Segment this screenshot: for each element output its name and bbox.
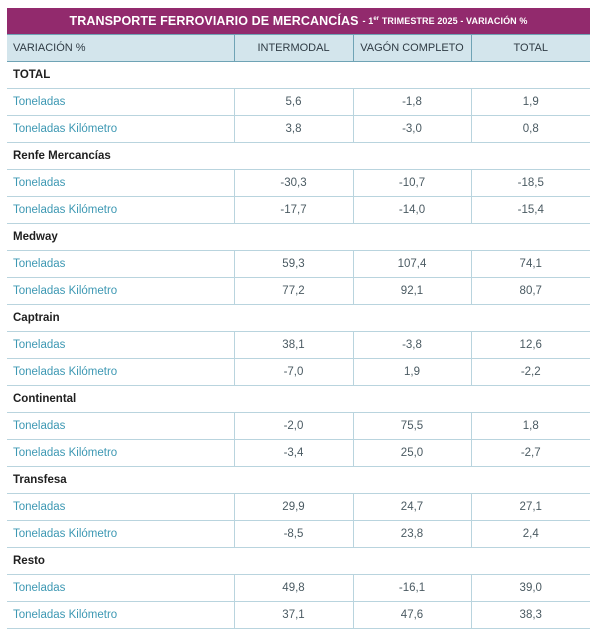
- row-label: Toneladas: [7, 413, 234, 440]
- cell-total: 38,3: [471, 602, 590, 629]
- group-name: TOTAL: [7, 62, 590, 89]
- table-row: [7, 494, 590, 521]
- group-name: Resto: [7, 548, 590, 575]
- cell-intermodal: -8,5: [234, 521, 353, 548]
- table-title: [7, 8, 590, 34]
- table-row: [7, 332, 590, 359]
- cell-vagon-completo: -10,7: [353, 170, 471, 197]
- cell-intermodal: 37,1: [234, 602, 353, 629]
- cell-total: 12,6: [471, 332, 590, 359]
- group-row: [7, 467, 590, 494]
- header-vagon-completo: VAGÓN COMPLETO: [353, 35, 471, 62]
- cell-total: 74,1: [471, 251, 590, 278]
- cell-vagon-completo: 25,0: [353, 440, 471, 467]
- cell-vagon-completo: 24,7: [353, 494, 471, 521]
- cell-intermodal: 3,8: [234, 116, 353, 143]
- cell-total: -18,5: [471, 170, 590, 197]
- cell-intermodal: -30,3: [234, 170, 353, 197]
- cell-vagon-completo: 1,9: [353, 359, 471, 386]
- table-row: [7, 521, 590, 548]
- cell-total: -2,2: [471, 359, 590, 386]
- group-row: [7, 62, 590, 89]
- row-label: Toneladas: [7, 332, 234, 359]
- cell-intermodal: 5,6: [234, 89, 353, 116]
- cell-intermodal: 77,2: [234, 278, 353, 305]
- group-row: [7, 386, 590, 413]
- header-row: [7, 35, 590, 62]
- table-body: [7, 62, 590, 629]
- header-variacion: VARIACIÓN %: [7, 35, 234, 62]
- group-name: Captrain: [7, 305, 590, 332]
- cell-total: 2,4: [471, 521, 590, 548]
- group-row: [7, 548, 590, 575]
- group-name: Transfesa: [7, 467, 590, 494]
- freight-table-container: [7, 8, 590, 629]
- row-label: Toneladas: [7, 89, 234, 116]
- row-label: Toneladas Kilómetro: [7, 359, 234, 386]
- row-label: Toneladas: [7, 170, 234, 197]
- cell-vagon-completo: -14,0: [353, 197, 471, 224]
- cell-total: 80,7: [471, 278, 590, 305]
- header-intermodal: INTERMODAL: [234, 35, 353, 62]
- cell-total: 0,8: [471, 116, 590, 143]
- cell-vagon-completo: -16,1: [353, 575, 471, 602]
- cell-vagon-completo: -3,0: [353, 116, 471, 143]
- cell-vagon-completo: -3,8: [353, 332, 471, 359]
- row-label: Toneladas Kilómetro: [7, 440, 234, 467]
- cell-intermodal: 38,1: [234, 332, 353, 359]
- row-label: Toneladas Kilómetro: [7, 278, 234, 305]
- cell-total: 1,8: [471, 413, 590, 440]
- cell-intermodal: 29,9: [234, 494, 353, 521]
- table-row: [7, 251, 590, 278]
- table-row: [7, 278, 590, 305]
- cell-intermodal: 49,8: [234, 575, 353, 602]
- cell-intermodal: -17,7: [234, 197, 353, 224]
- row-label: Toneladas Kilómetro: [7, 602, 234, 629]
- group-row: [7, 143, 590, 170]
- table-row: [7, 575, 590, 602]
- row-label: Toneladas Kilómetro: [7, 521, 234, 548]
- group-row: [7, 224, 590, 251]
- table-row: [7, 116, 590, 143]
- row-label: Toneladas Kilómetro: [7, 197, 234, 224]
- group-name: Renfe Mercancías: [7, 143, 590, 170]
- cell-vagon-completo: -1,8: [353, 89, 471, 116]
- table-row: [7, 359, 590, 386]
- cell-intermodal: -7,0: [234, 359, 353, 386]
- row-label: Toneladas: [7, 494, 234, 521]
- cell-intermodal: -3,4: [234, 440, 353, 467]
- title-main: TRANSPORTE FERROVIARIO DE MERCANCÍAS: [69, 14, 359, 28]
- table-row: [7, 602, 590, 629]
- cell-total: 27,1: [471, 494, 590, 521]
- cell-total: 1,9: [471, 89, 590, 116]
- title-rest: TRIMESTRE 2025 - VARIACIÓN %: [381, 16, 528, 26]
- cell-vagon-completo: 107,4: [353, 251, 471, 278]
- cell-intermodal: -2,0: [234, 413, 353, 440]
- cell-total: 39,0: [471, 575, 590, 602]
- table-row: [7, 197, 590, 224]
- title-num: 1: [368, 16, 374, 26]
- row-label: Toneladas: [7, 251, 234, 278]
- group-name: Medway: [7, 224, 590, 251]
- table-row: [7, 440, 590, 467]
- cell-total: -2,7: [471, 440, 590, 467]
- group-row: [7, 305, 590, 332]
- row-label: Toneladas Kilómetro: [7, 116, 234, 143]
- cell-total: -15,4: [471, 197, 590, 224]
- cell-vagon-completo: 92,1: [353, 278, 471, 305]
- table-row: [7, 413, 590, 440]
- freight-table: [7, 34, 590, 629]
- title-sep: -: [362, 16, 366, 26]
- header-total: TOTAL: [471, 35, 590, 62]
- title-sup: er: [373, 16, 380, 22]
- cell-vagon-completo: 75,5: [353, 413, 471, 440]
- group-name: Continental: [7, 386, 590, 413]
- title-sub: [363, 16, 528, 26]
- cell-vagon-completo: 23,8: [353, 521, 471, 548]
- row-label: Toneladas: [7, 575, 234, 602]
- table-row: [7, 170, 590, 197]
- cell-vagon-completo: 47,6: [353, 602, 471, 629]
- table-row: [7, 89, 590, 116]
- cell-intermodal: 59,3: [234, 251, 353, 278]
